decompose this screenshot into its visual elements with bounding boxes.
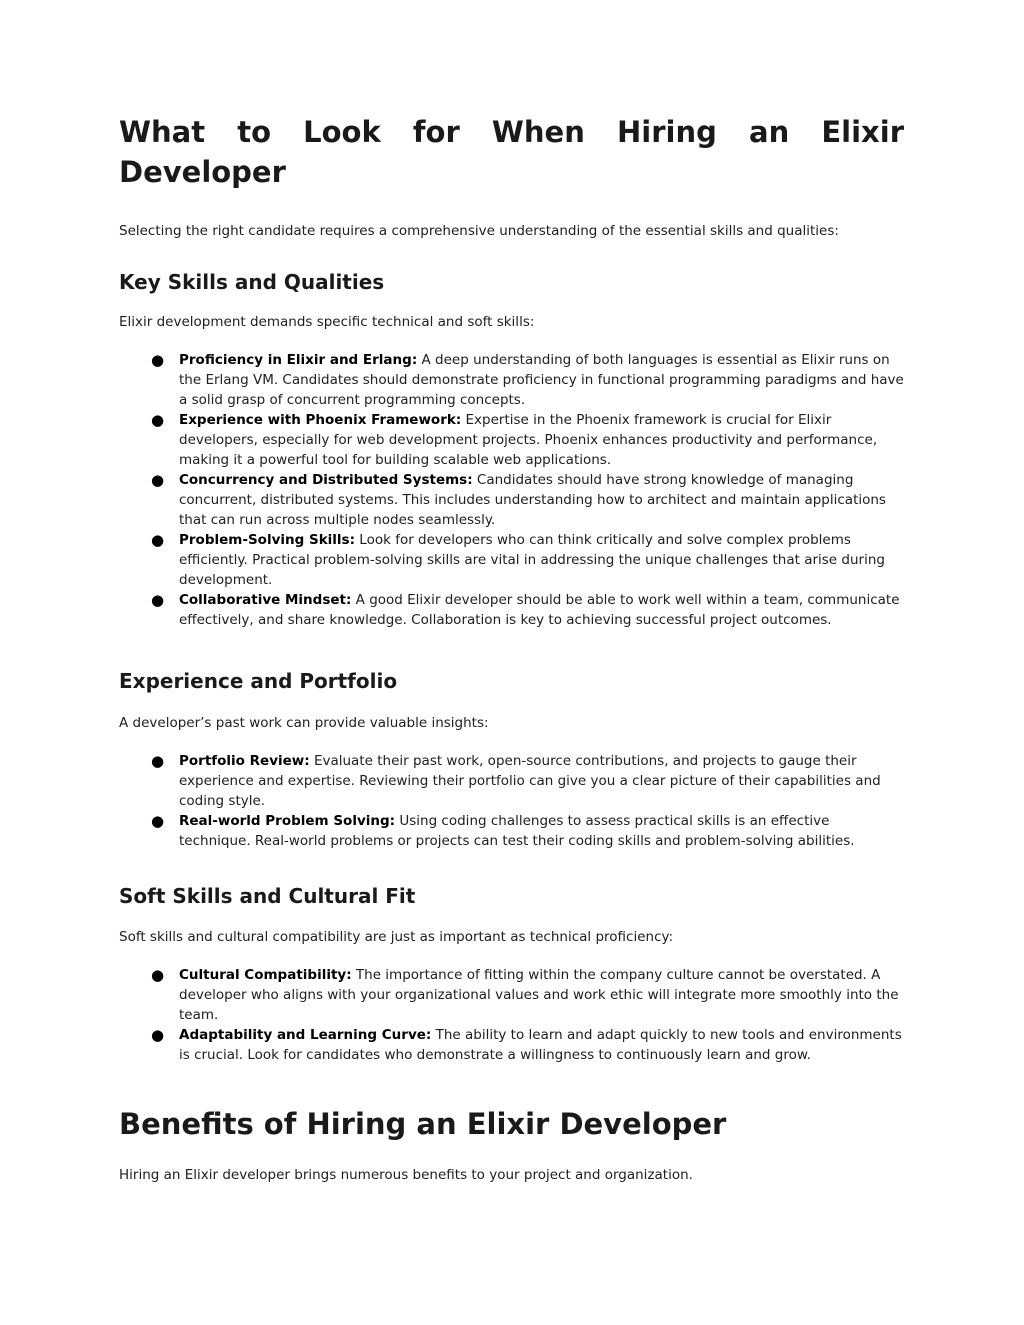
bullet-list-soft-skills bbox=[119, 965, 904, 1065]
spacer bbox=[119, 296, 904, 312]
intro-paragraph: Selecting the right candidate requires a comprehensive understanding of the essential skills and qualities: bbox=[119, 223, 839, 239]
spacer bbox=[119, 332, 904, 350]
list-item bbox=[119, 811, 904, 851]
list-item-term: Proficiency in Elixir and Erlang: bbox=[179, 352, 418, 368]
list-item-text: Look for developers who can think critically and solve complex problems efficiently. Practical problem-solving skills are vital in addressing the unique challenges that arise during development. bbox=[179, 532, 885, 588]
spacer bbox=[119, 695, 904, 713]
section-lead-key-skills: Elixir development demands specific technical and soft skills: bbox=[119, 314, 535, 330]
list-item-term: Problem-Solving Skills: bbox=[179, 532, 355, 548]
list-item bbox=[119, 470, 904, 530]
list-item-term: Real-world Problem Solving: bbox=[179, 813, 396, 829]
spacer bbox=[119, 241, 904, 268]
section-lead-experience-portfolio: A developer’s past work can provide valuable insights: bbox=[119, 715, 489, 731]
list-item-text: The ability to learn and adapt quickly to new tools and environments is crucial. Look for candidates who demonstrate a willingness to continuously learn and grow. bbox=[179, 1027, 902, 1063]
list-item-term: Concurrency and Distributed Systems: bbox=[179, 472, 473, 488]
list-item bbox=[119, 530, 904, 590]
document-content bbox=[119, 112, 904, 1185]
bullet-icon: ● bbox=[151, 591, 165, 609]
list-item-text: Using coding challenges to assess practical skills is an effective technique. Real-world problems or projects can test their coding skills and problem-solving abilities. bbox=[179, 813, 855, 849]
closing-heading: Benefits of Hiring an Elixir Developer bbox=[119, 1107, 727, 1141]
list-item bbox=[119, 965, 904, 1025]
spacer bbox=[119, 1065, 904, 1105]
bullet-list-experience-portfolio bbox=[119, 751, 904, 851]
spacer bbox=[119, 192, 904, 221]
spacer bbox=[119, 947, 904, 965]
list-item-term: Cultural Compatibility: bbox=[179, 967, 352, 983]
spacer bbox=[119, 910, 904, 927]
page-title: What to Look for When Hiring an Elixir Developer bbox=[119, 115, 904, 189]
bullet-icon: ● bbox=[151, 966, 165, 984]
bullet-icon: ● bbox=[151, 531, 165, 549]
section-heading-soft-skills: Soft Skills and Cultural Fit bbox=[119, 884, 416, 908]
list-item bbox=[119, 1025, 904, 1065]
list-item-text: Expertise in the Phoenix framework is crucial for Elixir developers, especially for web development projects. Phoenix enhances productivity and performance, making it a powerful tool for building scalable web applications. bbox=[179, 412, 878, 468]
list-item bbox=[119, 410, 904, 470]
list-item-text: Candidates should have strong knowledge of managing concurrent, distributed systems. This includes understanding how to architect and maintain applications that can run across multiple nodes seamlessly. bbox=[179, 472, 886, 528]
bullet-list-key-skills bbox=[119, 350, 904, 630]
list-item-text: A good Elixir developer should be able to work well within a team, communicate effectively, and share knowledge. Collaboration is key to achieving successful project outcomes. bbox=[179, 592, 900, 628]
bullet-icon: ● bbox=[151, 411, 165, 429]
list-item-term: Experience with Phoenix Framework: bbox=[179, 412, 462, 428]
bullet-icon: ● bbox=[151, 812, 165, 830]
spacer bbox=[119, 630, 904, 667]
section-lead-soft-skills: Soft skills and cultural compatibility are just as important as technical proficiency: bbox=[119, 929, 674, 945]
list-item-term: Collaborative Mindset: bbox=[179, 592, 352, 608]
closing-paragraph: Hiring an Elixir developer brings numerous benefits to your project and organization. bbox=[119, 1167, 693, 1183]
bullet-icon: ● bbox=[151, 471, 165, 489]
list-item-text: A deep understanding of both languages is essential as Elixir runs on the Erlang VM. Candidates should demonstrate proficiency in functional programming paradigms and have a solid grasp of concurrent programming concepts. bbox=[179, 352, 904, 408]
list-item-text: The importance of fitting within the company culture cannot be overstated. A developer who aligns with your organizational values and work ethic will integrate more smoothly into the team. bbox=[179, 967, 899, 1023]
section-heading-key-skills: Key Skills and Qualities bbox=[119, 270, 385, 294]
list-item bbox=[119, 751, 904, 811]
list-item bbox=[119, 590, 904, 630]
list-item-term: Adaptability and Learning Curve: bbox=[179, 1027, 432, 1043]
section-heading-experience-portfolio: Experience and Portfolio bbox=[119, 669, 398, 693]
list-item bbox=[119, 350, 904, 410]
bullet-icon: ● bbox=[151, 752, 165, 770]
list-item-term: Portfolio Review: bbox=[179, 753, 310, 769]
bullet-icon: ● bbox=[151, 1026, 165, 1044]
spacer bbox=[119, 1143, 904, 1165]
bullet-icon: ● bbox=[151, 351, 165, 369]
list-item-text: Evaluate their past work, open-source contributions, and projects to gauge their experience and expertise. Reviewing their portfolio can give you a clear picture of their capabilities and coding style. bbox=[179, 753, 881, 809]
spacer bbox=[119, 733, 904, 751]
spacer bbox=[119, 851, 904, 882]
